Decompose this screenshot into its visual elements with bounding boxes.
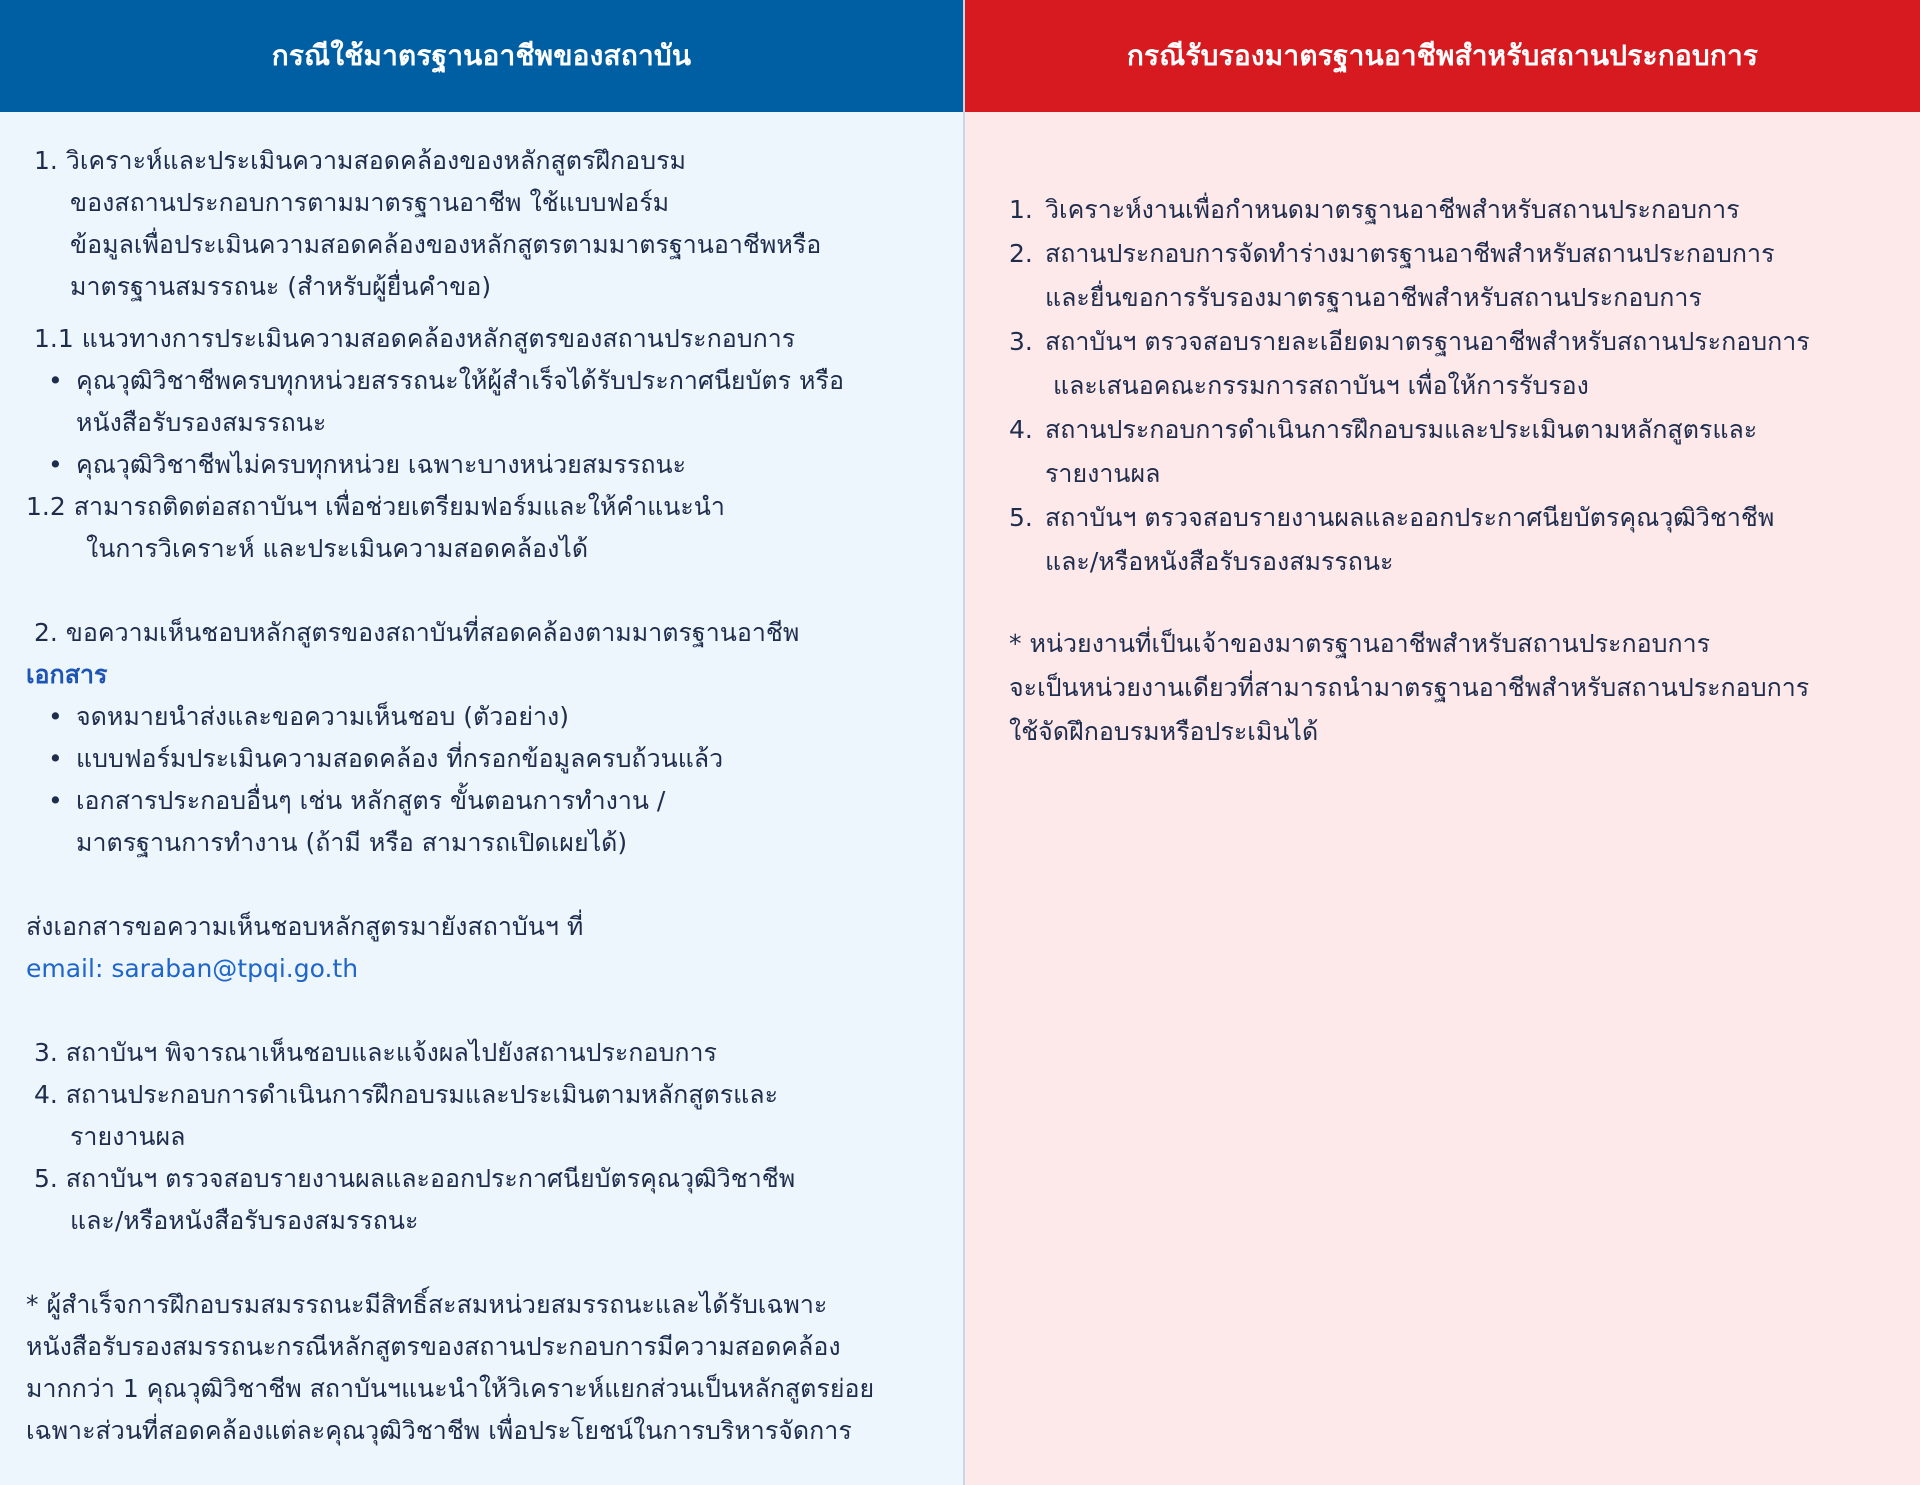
document-bullet-2 <box>34 738 933 780</box>
email-link[interactable]: email: saraban@tpqi.go.th <box>26 954 359 983</box>
bullet-text: คุณวุฒิวิชาชีพครบทุกหน่วยสรรถนะให้ผู้สำเร็จได้รับประกาศนียบัตร หรือ <box>76 366 844 395</box>
step-1-line-3: ข้อมูลเพื่อประเมินความสอดคล้องของหลักสูตรตามมาตรฐานอาชีพหรือ <box>70 230 822 259</box>
right-note-line-2: จะเป็นหน่วยงานเดียวที่สามารถนำมาตรฐานอาชีพสำหรับสถานประกอบการ <box>1009 673 1810 702</box>
substep-1-2-line-1: 1.2 สามารถติดต่อสถาบันฯ เพื่อช่วยเตรียมฟอร์มและให้คำแนะนำ <box>26 492 725 521</box>
right-step-2: 2. สถานประกอบการจัดทำร่างมาตรฐานอาชีพสำหรับสถานประกอบการ <box>1009 239 1775 268</box>
bullet-dot-icon: • <box>48 702 63 731</box>
right-step-2-cont: และยื่นขอการรับรองมาตรฐานอาชีพสำหรับสถานประกอบการ <box>1045 283 1702 312</box>
right-column <box>965 0 1920 1485</box>
step-5-line-1: 5. สถาบันฯ ตรวจสอบรายงานผลและออกประกาศนียบัตรคุณวุฒิวิชาชีพ <box>34 1164 796 1193</box>
substep-1-1-bullet-1-cont: หนังสือรับรองสมรรถนะ <box>76 408 327 437</box>
left-header <box>0 0 963 112</box>
document-bullet-3 <box>34 780 933 822</box>
left-note-line-2: หนังสือรับรองสมรรถนะกรณีหลักสูตรของสถานประกอบการมีความสอดคล้อง <box>26 1332 841 1361</box>
right-step-4: 4. สถานประกอบการดำเนินการฝึกอบรมและประเมินตามหลักสูตรและ <box>1009 415 1758 444</box>
step-3: 3. สถาบันฯ พิจารณาเห็นชอบและแจ้งผลไปยังสถานประกอบการ <box>34 1038 717 1067</box>
step-2: 2. ขอความเห็นชอบหลักสูตรของสถาบันที่สอดคล้องตามมาตรฐานอาชีพ <box>34 618 800 647</box>
right-step-3: 3. สถาบันฯ ตรวจสอบรายละเอียดมาตรฐานอาชีพสำหรับสถานประกอบการ <box>1009 327 1810 356</box>
bullet-text: เอกสารประกอบอื่นๆ เช่น หลักสูตร ขั้นตอนการทำงาน / <box>76 786 666 815</box>
step-1-line-1: 1. วิเคราะห์และประเมินความสอดคล้องของหลักสูตรฝึกอบรม <box>34 146 686 175</box>
right-header-title: กรณีรับรองมาตรฐานอาชีพสำหรับสถานประกอบการ <box>1126 39 1759 72</box>
right-step-5-cont: และ/หรือหนังสือรับรองสมรรถนะ <box>1045 547 1394 576</box>
bullet-dot-icon: • <box>48 786 63 815</box>
bullet-text: แบบฟอร์มประเมินความสอดคล้อง ที่กรอกข้อมูลครบถ้วนแล้ว <box>76 744 724 773</box>
right-header <box>965 0 1920 112</box>
document-bullet-3-cont: มาตรฐานการทำงาน (ถ้ามี หรือ สามารถเปิดเผยได้) <box>76 828 628 857</box>
right-note-line-1: * หน่วยงานที่เป็นเจ้าของมาตรฐานอาชีพสำหรับสถานประกอบการ <box>1009 629 1711 658</box>
documents-heading: เอกสาร <box>26 660 108 689</box>
right-step-3-cont: และเสนอคณะกรรมการสถาบันฯ เพื่อให้การรับรอง <box>1053 371 1589 400</box>
step-4-line-1: 4. สถานประกอบการดำเนินการฝึกอบรมและประเมินตามหลักสูตรและ <box>34 1080 779 1109</box>
left-note-line-3: มากกว่า 1 คุณวุฒิวิชาชีพ สถาบันฯแนะนำให้วิเคราะห์แยกส่วนเป็นหลักสูตรย่อย <box>26 1374 875 1403</box>
document-bullet-1 <box>34 696 933 738</box>
step-5-line-2: และ/หรือหนังสือรับรองสมรรถนะ <box>70 1206 419 1235</box>
bullet-dot-icon: • <box>48 450 63 479</box>
send-instructions: ส่งเอกสารขอความเห็นชอบหลักสูตรมายังสถาบันฯ ที่ <box>26 912 584 941</box>
step-1-line-2: ของสถานประกอบการตามมาตรฐานอาชีพ ใช้แบบฟอร์ม <box>70 188 670 217</box>
left-body <box>0 112 963 1452</box>
right-step-1: 1. วิเคราะห์งานเพื่อกำหนดมาตรฐานอาชีพสำหรับสถานประกอบการ <box>1009 195 1740 224</box>
right-step-5: 5. สถาบันฯ ตรวจสอบรายงานผลและออกประกาศนียบัตรคุณวุฒิวิชาชีพ <box>1009 503 1775 532</box>
step-4-line-2: รายงานผล <box>70 1122 186 1151</box>
bullet-text: จดหมายนำส่งและขอความเห็นชอบ (ตัวอย่าง) <box>76 702 569 731</box>
substep-1-1: 1.1 แนวทางการประเมินความสอดคล้องหลักสูตรของสถานประกอบการ <box>34 324 796 353</box>
substep-1-1-bullet-1 <box>34 360 933 402</box>
step-1-line-4: มาตรฐานสมรรถนะ (สำหรับผู้ยื่นคำขอ) <box>70 272 492 301</box>
left-note-line-1: * ผู้สำเร็จการฝึกอบรมสมรรถนะมีสิทธิ์สะสมหน่วยสมรรถนะและได้รับเฉพาะ <box>26 1290 828 1319</box>
right-note-line-3: ใช้จัดฝึกอบรมหรือประเมินได้ <box>1009 717 1319 746</box>
substep-1-2-line-2: ในการวิเคราะห์ และประเมินความสอดคล้องได้ <box>86 534 589 563</box>
right-step-4-cont: รายงานผล <box>1045 459 1161 488</box>
left-header-title: กรณีใช้มาตรฐานอาชีพของสถาบัน <box>271 39 692 72</box>
bullet-dot-icon: • <box>48 744 63 773</box>
left-note-line-4: เฉพาะส่วนที่สอดคล้องแต่ละคุณวุฒิวิชาชีพ เพื่อประโยชน์ในการบริหารจัดการ <box>26 1416 852 1445</box>
bullet-text: คุณวุฒิวิชาชีพไม่ครบทุกหน่วย เฉพาะบางหน่วยสมรรถนะ <box>76 450 687 479</box>
bullet-dot-icon: • <box>48 366 63 395</box>
right-body <box>965 112 1920 754</box>
substep-1-1-bullet-2 <box>34 444 933 486</box>
